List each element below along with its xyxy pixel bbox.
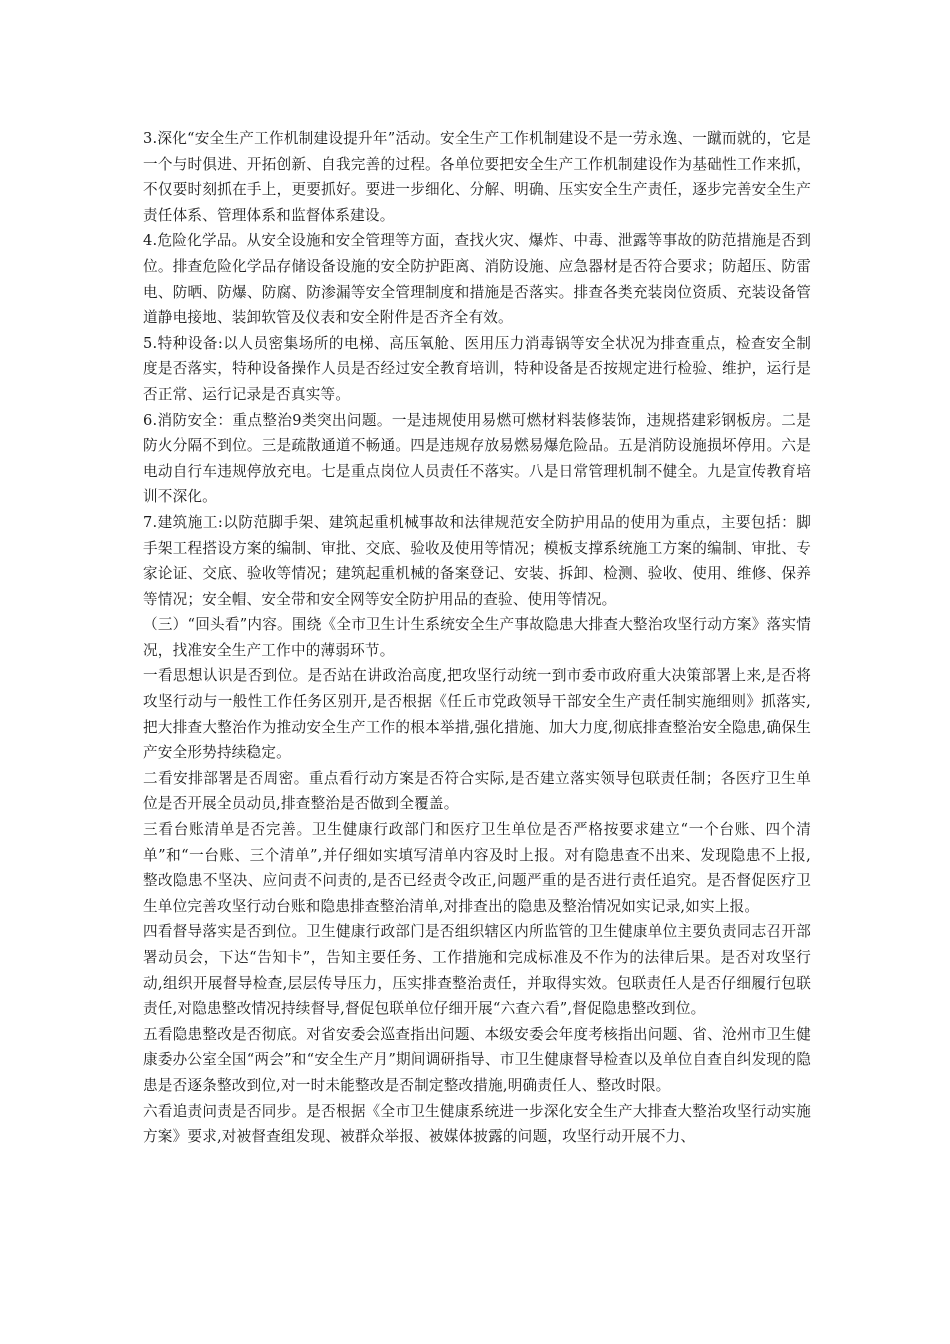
paragraph-check-6: 六看追责问责是否同步。是否根据《全市卫生健康系统进一步深化安全生产大排查大整治攻坚行动实施方案》要求,对被督查组发现、被群众举报、被媒体披露的问题，攻坚行动开展不力、 [143, 1102, 811, 1146]
paragraph-check-4: 四看督导落实是否到位。卫生健康行政部门是否组织辖区内所监管的卫生健康单位主要负责同志召开部署动员会，下达“告知卡”，告知主要任务、工作措施和完成标准及不作为的法律后果。是否对攻坚行动,组织开展督导检查,层层传导压力，压实排查整治责任，并取得实效。包联责任人是否仔细履行包联责任,对隐患整改情况持续督导,督促包联单位仔细开展“六查六看”,督促隐患整改到位。 [143, 923, 811, 1018]
paragraph-6-fire-safety: 6.消防安全：重点整治9类突出问题。一是违规使用易燃可燃材料装修装饰，违规搭建彩钢板房。二是防火分隔不到位。三是疏散通道不畅通。四是违规存放易燃易爆危险品。五是消防设施损坏停用。六是电动自行车违规停放充电。七是重点岗位人员责任不落实。八是日常管理机制不健全。九是宣传教育培训不深化。 [143, 411, 811, 506]
paragraph-7-construction: 7.建筑施工:以防范脚手架、建筑起重机械事故和法律规范安全防护用品的使用为重点，主要包括：脚手架工程搭设方案的编制、审批、交底、验收及使用等情况；模板支撑系统施工方案的编制、审批、专家论证、交底、验收等情况；建筑起重机械的备案登记、安装、拆卸、检测、验收、使用、维修、保养等情况；安全帽、安全带和安全网等安全防护用品的查验、使用等情况。 [143, 513, 811, 608]
paragraph-check-3: 三看台账清单是否完善。卫生健康行政部门和医疗卫生单位是否严格按要求建立“一个台账、四个清单”和“一台账、三个清单”,并仔细如实填写清单内容及时上报。对有隐患查不出来、发现隐患不上报,整改隐患不坚决、应问责不问责的,是否已经责令改正,问题严重的是否进行责任追究。是否督促医疗卫生单位完善攻坚行动台账和隐患排查整治清单,对排查出的隐患及整治情况如实记录,如实上报。 [143, 821, 811, 915]
paragraph-3-mechanism: 3.深化“安全生产工作机制建设提升年”活动。安全生产工作机制建设不是一劳永逸、一蹴而就的，它是一个与时俱进、开拓创新、自我完善的过程。各单位要把安全生产工作机制建设作为基础性工作来抓，不仅要时刻抓在手上，更要抓好。要进一步细化、分解、明确、压实安全生产责任，逐步完善安全生产责任体系、管理体系和监督体系建设。 [143, 130, 811, 224]
paragraph-4-hazardous-chemicals: 4.危险化学品。从安全设施和安全管理等方面，查找火灾、爆炸、中毒、泄露等事故的防范措施是否到位。排查危险化学品存储设备设施的安全防护距离、消防设施、应急器材是否符合要求；防超压、防雷电、防晒、防爆、防腐、防渗漏等安全管理制度和措施是否落实。排查各类充装岗位资质、充装设备管道静电接地、装卸软管及仪表和安全附件是否齐全有效。 [143, 232, 811, 327]
document-body [143, 126, 811, 1150]
paragraph-check-5: 五看隐患整改是否彻底。对省安委会巡查指出问题、本级安委会年度考核指出问题、省、沧州市卫生健康委办公室全国“两会”和“安全生产月”期间调研指导、市卫生健康督导检查以及单位自查自纠发现的隐患是否逐条整改到位,对一时未能整改是否制定整改措施,明确责任人、整改时限。 [143, 1025, 811, 1094]
paragraph-check-2: 二看安排部署是否周密。重点看行动方案是否符合实际,是否建立落实领导包联责任制；各医疗卫生单位是否开展全员动员,排查整治是否做到全覆盖。 [143, 769, 811, 813]
paragraph-check-1: 一看思想认识是否到位。是否站在讲政治高度,把攻坚行动统一到市委市政府重大决策部署上来,是否将攻坚行动与一般性工作任务区别开,是否根据《任丘市党政领导干部安全生产责任制实施细则》抓落实,把大排查大整治作为推动安全生产工作的根本举措,强化措施、加大力度,彻底排查整治安全隐患,确保生产安全形势持续稳定。 [143, 667, 811, 762]
paragraph-review-content: （三）“回头看”内容。围绕《全市卫生计生系统安全生产事故隐患大排查大整治攻坚行动方案》落实情况，找准安全生产工作中的薄弱环节。 [143, 616, 811, 659]
paragraph-5-special-equipment: 5.特种设备:以人员密集场所的电梯、高压氧舱、医用压力消毒锅等安全状况为排查重点，检查安全制度是否落实，特种设备操作人员是否经过安全教育培训，特种设备是否按规定进行检验、维护，运行是否正常、运行记录是否真实等。 [143, 334, 811, 403]
